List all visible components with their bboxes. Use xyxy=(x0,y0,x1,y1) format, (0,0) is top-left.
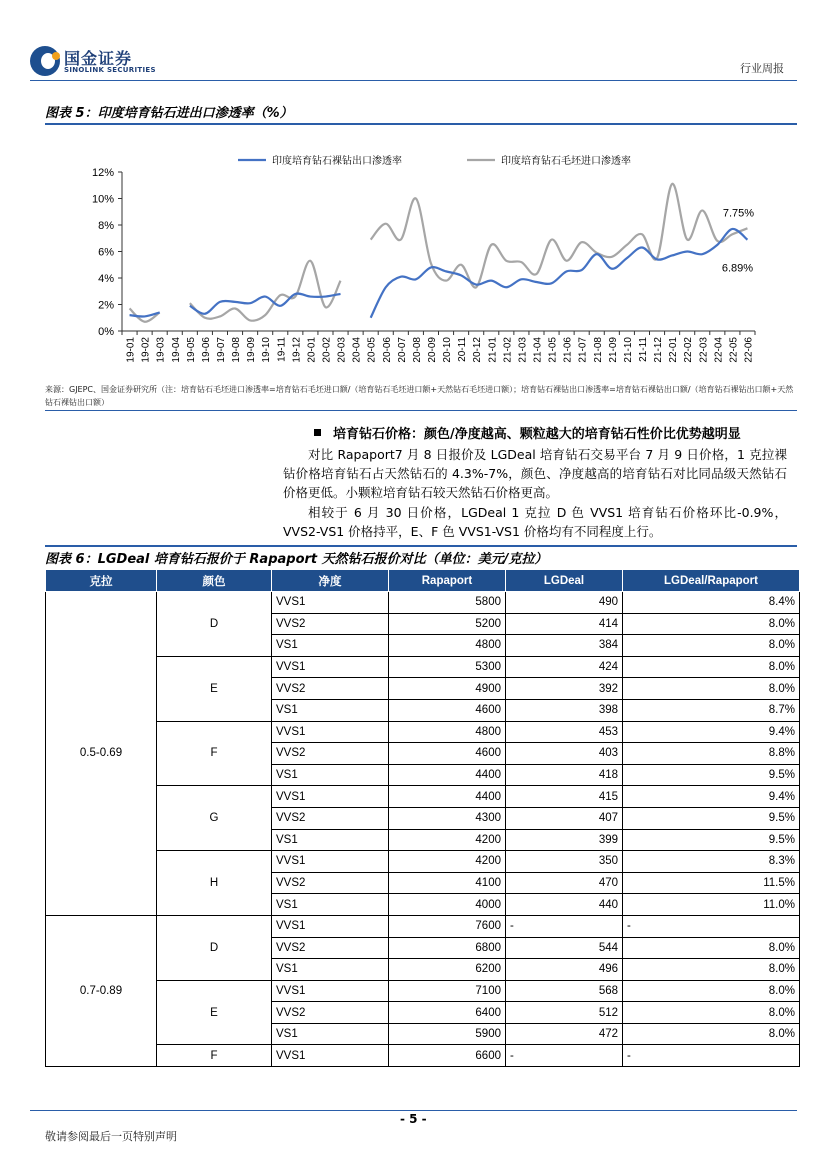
x-tick-label: 21-10 xyxy=(622,337,634,363)
x-tick-label: 20-08 xyxy=(411,337,423,363)
ratio-cell: - xyxy=(623,1045,800,1067)
x-tick-label: 22-02 xyxy=(683,337,695,363)
logo-dot-icon xyxy=(52,52,60,60)
clarity-cell: VVS2 xyxy=(272,743,389,765)
footer-disclaimer: 敬请参阅最后一页特别声明 xyxy=(45,1130,177,1143)
x-tick-label: 22-05 xyxy=(728,337,740,363)
clarity-cell: VVS1 xyxy=(272,915,389,937)
color-cell: D xyxy=(157,915,272,980)
lgdeal-cell: 453 xyxy=(506,721,623,743)
legend-label: 印度培育钻石毛坯进口渗透率 xyxy=(501,156,631,167)
x-tick-label: 21-06 xyxy=(562,337,574,363)
x-tick-label: 20-11 xyxy=(457,337,469,362)
lgdeal-cell: 470 xyxy=(506,872,623,894)
ratio-cell: 11.0% xyxy=(623,894,800,916)
ratio-cell: 8.0% xyxy=(623,613,800,635)
rapaport-cell: 4600 xyxy=(389,743,506,765)
table-row xyxy=(46,915,800,937)
rapaport-cell: 6600 xyxy=(389,1045,506,1067)
lgdeal-cell: - xyxy=(506,915,623,937)
figure6-caption: 图表 6：LGDeal 培育钻石报价于 Rapaport 天然钻石报价对比（单位：美元/克拉） xyxy=(45,552,548,567)
lgdeal-cell: 440 xyxy=(506,894,623,916)
col-header-ratio: LGDeal/Rapaport xyxy=(623,570,800,592)
rapaport-cell: 7100 xyxy=(389,980,506,1002)
x-tick-label: 19-08 xyxy=(231,337,243,363)
x-tick-label: 20-04 xyxy=(351,337,363,363)
ratio-cell: 8.0% xyxy=(623,678,800,700)
table-row xyxy=(46,721,800,743)
x-tick-label: 20-01 xyxy=(306,337,318,363)
ratio-cell: 9.5% xyxy=(623,764,800,786)
x-tick-label: 20-03 xyxy=(336,337,348,363)
color-cell: F xyxy=(157,721,272,786)
y-tick-label: 6% xyxy=(98,246,114,259)
clarity-cell: VS1 xyxy=(272,894,389,916)
color-cell: E xyxy=(157,656,272,721)
rapaport-cell: 4600 xyxy=(389,699,506,721)
lgdeal-cell: 496 xyxy=(506,959,623,981)
color-cell: F xyxy=(157,1045,272,1067)
price-comparison-table xyxy=(45,569,800,1067)
color-cell: D xyxy=(157,592,272,657)
x-tick-label: 20-06 xyxy=(381,337,393,363)
rapaport-cell: 4200 xyxy=(389,851,506,873)
footer-divider xyxy=(30,1110,797,1111)
lgdeal-cell: - xyxy=(506,1045,623,1067)
clarity-cell: VVS2 xyxy=(272,613,389,635)
x-tick-label: 21-07 xyxy=(577,337,589,363)
section-heading-text: 培育钻石价格：颜色/净度越高、颗粒越大的培育钻石性价比优势越明显 xyxy=(333,427,741,442)
clarity-cell: VVS1 xyxy=(272,721,389,743)
x-tick-label: 20-02 xyxy=(321,337,333,363)
ratio-cell: - xyxy=(623,915,800,937)
ratio-cell: 8.0% xyxy=(623,1002,800,1024)
lgdeal-cell: 414 xyxy=(506,613,623,635)
annotation-export-end: 6.89% xyxy=(721,262,754,275)
carat-cell: 0.7-0.89 xyxy=(46,915,157,1066)
x-tick-label: 20-07 xyxy=(396,337,408,363)
report-type: 行业周报 xyxy=(740,62,784,75)
x-tick-label: 19-05 xyxy=(185,337,197,363)
lgdeal-cell: 392 xyxy=(506,678,623,700)
legend-label: 印度培育钻石裸钻出口渗透率 xyxy=(272,156,402,167)
rapaport-cell: 5800 xyxy=(389,592,506,614)
table-row xyxy=(46,592,800,614)
company-logo-icon xyxy=(30,46,60,76)
clarity-cell: VVS2 xyxy=(272,937,389,959)
lgdeal-cell: 418 xyxy=(506,764,623,786)
y-tick-label: 0% xyxy=(98,326,114,338)
x-tick-label: 21-09 xyxy=(607,337,619,363)
section-heading xyxy=(314,423,741,442)
x-tick-label: 20-10 xyxy=(442,337,454,363)
ratio-cell: 9.5% xyxy=(623,807,800,829)
rapaport-cell: 4100 xyxy=(389,872,506,894)
lgdeal-cell: 399 xyxy=(506,829,623,851)
lgdeal-cell: 424 xyxy=(506,656,623,678)
bullet-square-icon xyxy=(314,429,321,436)
ratio-cell: 9.4% xyxy=(623,786,800,808)
lgdeal-cell: 398 xyxy=(506,699,623,721)
ratio-cell: 9.5% xyxy=(623,829,800,851)
figure6-top-divider xyxy=(45,545,797,547)
ratio-cell: 9.4% xyxy=(623,721,800,743)
y-tick-label: 12% xyxy=(91,167,114,179)
rapaport-cell: 4900 xyxy=(389,678,506,700)
rapaport-cell: 5900 xyxy=(389,1023,506,1045)
rapaport-cell: 4200 xyxy=(389,829,506,851)
color-cell: E xyxy=(157,980,272,1045)
figure5-source: 来源：GJEPC、国金证券研究所（注：培育钻石毛坯进口渗透率=培育钻石毛坯进口额/（培育钻石毛坯进口额+天然钻石毛坯进口额）；培育钻石裸钻出口渗透率=培育钻石裸钻出口额/（培育钻石裸钻出口额+天然钻石裸钻出口额） xyxy=(45,385,794,407)
x-tick-label: 21-01 xyxy=(487,337,499,363)
table-row xyxy=(46,1045,800,1067)
x-tick-label: 19-09 xyxy=(246,337,258,363)
ratio-cell: 11.5% xyxy=(623,872,800,894)
table-header-row xyxy=(46,570,800,592)
x-tick-label: 22-06 xyxy=(743,337,755,363)
x-tick-label: 20-09 xyxy=(426,337,438,363)
penetration-line-chart xyxy=(45,140,800,378)
clarity-cell: VVS1 xyxy=(272,656,389,678)
x-tick-label: 19-11 xyxy=(276,337,288,362)
paragraph-2: 相较于 6 月 30 日价格，LGDeal 1 克拉 D 色 VVS1 培育钻石价格环比-0.9%，VVS2-VS1 价格持平，E、F 色 VVS1-VS1 价格均有不同程度上行。 xyxy=(283,505,787,539)
clarity-cell: VVS1 xyxy=(272,592,389,614)
clarity-cell: VS1 xyxy=(272,959,389,981)
x-tick-label: 20-05 xyxy=(366,337,378,363)
table-row xyxy=(46,786,800,808)
col-header-clarity: 净度 xyxy=(272,570,389,592)
series-line-import xyxy=(371,184,748,288)
clarity-cell: VS1 xyxy=(272,1023,389,1045)
rapaport-cell: 4800 xyxy=(389,721,506,743)
ratio-cell: 8.8% xyxy=(623,743,800,765)
carat-cell: 0.5-0.69 xyxy=(46,592,157,916)
x-tick-label: 21-05 xyxy=(547,337,559,363)
lgdeal-cell: 490 xyxy=(506,592,623,614)
table-row xyxy=(46,851,800,873)
ratio-cell: 8.3% xyxy=(623,851,800,873)
lgdeal-cell: 350 xyxy=(506,851,623,873)
x-tick-label: 21-03 xyxy=(517,337,529,363)
page-number: - 5 - xyxy=(400,1112,427,1126)
rapaport-cell: 4400 xyxy=(389,786,506,808)
ratio-cell: 8.0% xyxy=(623,1023,800,1045)
lgdeal-cell: 544 xyxy=(506,937,623,959)
clarity-cell: VVS1 xyxy=(272,786,389,808)
ratio-cell: 8.7% xyxy=(623,699,800,721)
clarity-cell: VVS2 xyxy=(272,872,389,894)
source-divider xyxy=(45,410,797,411)
rapaport-cell: 6200 xyxy=(389,959,506,981)
rapaport-cell: 6800 xyxy=(389,937,506,959)
x-tick-label: 21-08 xyxy=(592,337,604,363)
col-header-carat: 克拉 xyxy=(46,570,157,592)
rapaport-cell: 4800 xyxy=(389,635,506,657)
lgdeal-cell: 512 xyxy=(506,1002,623,1024)
x-tick-label: 22-03 xyxy=(698,337,710,363)
clarity-cell: VVS1 xyxy=(272,980,389,1002)
lgdeal-cell: 384 xyxy=(506,635,623,657)
rapaport-cell: 7600 xyxy=(389,915,506,937)
figure5-caption-divider xyxy=(45,123,797,125)
lgdeal-cell: 407 xyxy=(506,807,623,829)
lgdeal-cell: 472 xyxy=(506,1023,623,1045)
col-header-color: 颜色 xyxy=(157,570,272,592)
clarity-cell: VS1 xyxy=(272,699,389,721)
ratio-cell: 8.0% xyxy=(623,959,800,981)
x-tick-label: 19-06 xyxy=(200,337,212,363)
clarity-cell: VVS2 xyxy=(272,1002,389,1024)
x-tick-label: 19-10 xyxy=(261,337,273,363)
lgdeal-cell: 415 xyxy=(506,786,623,808)
color-cell: H xyxy=(157,851,272,916)
clarity-cell: VVS1 xyxy=(272,1045,389,1067)
rapaport-cell: 5200 xyxy=(389,613,506,635)
rapaport-cell: 5300 xyxy=(389,656,506,678)
x-tick-label: 21-12 xyxy=(653,337,665,363)
rapaport-cell: 4400 xyxy=(389,764,506,786)
ratio-cell: 8.0% xyxy=(623,656,800,678)
x-tick-label: 20-12 xyxy=(472,337,484,363)
ratio-cell: 8.0% xyxy=(623,980,800,1002)
y-tick-label: 8% xyxy=(98,220,114,232)
clarity-cell: VVS1 xyxy=(272,851,389,873)
ratio-cell: 8.4% xyxy=(623,592,800,614)
x-tick-label: 22-01 xyxy=(668,337,680,363)
x-tick-label: 19-03 xyxy=(155,337,167,363)
header-divider xyxy=(30,80,797,81)
rapaport-cell: 4300 xyxy=(389,807,506,829)
table-row xyxy=(46,980,800,1002)
clarity-cell: VVS2 xyxy=(272,807,389,829)
color-cell: G xyxy=(157,786,272,851)
y-tick-label: 2% xyxy=(98,299,114,312)
company-name-cn: 国金证券 xyxy=(64,49,133,68)
rapaport-cell: 6400 xyxy=(389,1002,506,1024)
y-tick-label: 4% xyxy=(98,273,114,285)
x-tick-label: 21-04 xyxy=(532,337,544,363)
x-tick-label: 21-02 xyxy=(502,337,514,363)
x-tick-label: 19-01 xyxy=(125,337,137,363)
company-name-en: SINOLINK SECURITIES xyxy=(64,66,156,74)
series-line-export xyxy=(190,294,341,314)
x-tick-label: 19-07 xyxy=(215,337,227,363)
clarity-cell: VVS2 xyxy=(272,678,389,700)
x-tick-label: 21-11 xyxy=(637,337,649,362)
lgdeal-cell: 403 xyxy=(506,743,623,765)
ratio-cell: 8.0% xyxy=(623,937,800,959)
x-tick-label: 19-04 xyxy=(170,337,182,363)
series-line-import xyxy=(190,261,341,321)
y-tick-label: 10% xyxy=(91,193,114,206)
rapaport-cell: 4000 xyxy=(389,894,506,916)
x-tick-label: 19-02 xyxy=(140,337,152,363)
x-tick-label: 22-04 xyxy=(713,337,725,363)
ratio-cell: 8.0% xyxy=(623,635,800,657)
x-tick-label: 19-12 xyxy=(291,337,303,363)
clarity-cell: VS1 xyxy=(272,829,389,851)
clarity-cell: VS1 xyxy=(272,764,389,786)
clarity-cell: VS1 xyxy=(272,635,389,657)
annotation-import-end: 7.75% xyxy=(722,207,755,220)
lgdeal-cell: 568 xyxy=(506,980,623,1002)
col-header-rapaport: Rapaport xyxy=(389,570,506,592)
col-header-lgdeal: LGDeal xyxy=(506,570,623,592)
figure5-caption: 图表 5：印度培育钻石进出口渗透率（%） xyxy=(45,106,293,121)
table-row xyxy=(46,656,800,678)
paragraph-1: 对比 Rapaport7 月 8 日报价及 LGDeal 培育钻石交易平台 7 月 9 日价格，1 克拉裸钻价格培育钻石占天然钻石的 4.3%-7%，颜色、净度越高的培育钻石对比同品级天然钻石价格更低。小颗粒培育钻石较天然钻石价格更高。 xyxy=(283,447,787,500)
